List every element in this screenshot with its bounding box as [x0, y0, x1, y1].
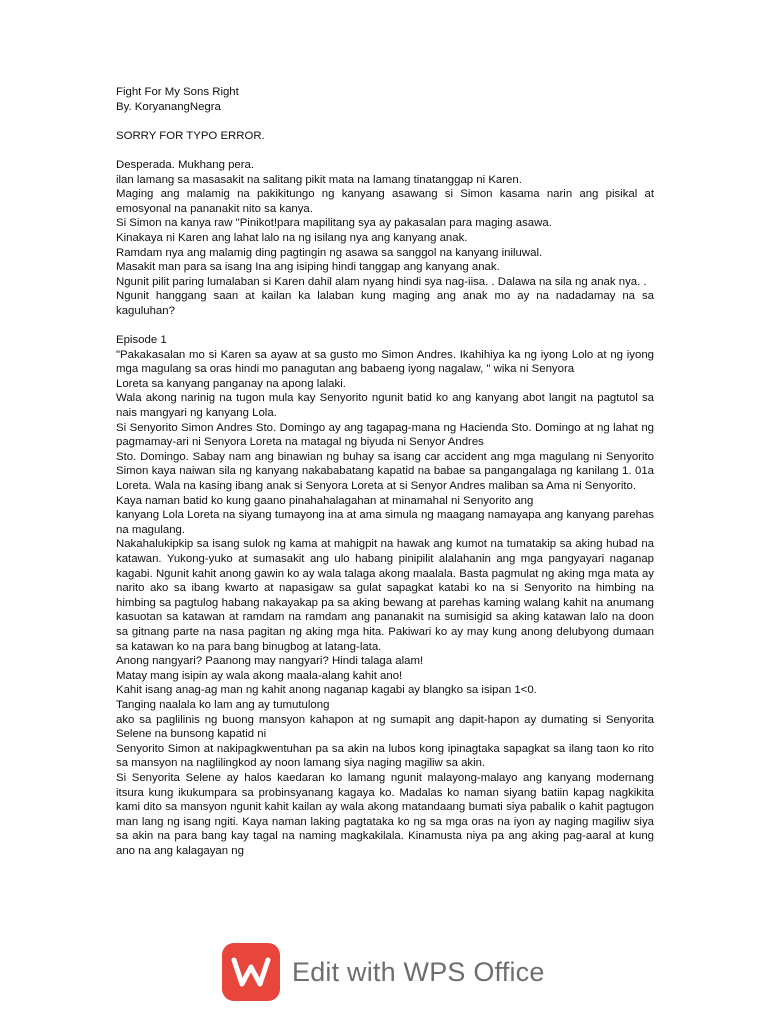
episode-paragraph: ako sa paglilinis ng buong mansyon kahapon at ng sumapit ang dapit-hapon ay dumating si Senyorita Selene na bunsong kapatid ni	[116, 713, 654, 741]
document-title: Fight For My Sons Right	[116, 86, 239, 98]
intro-paragraph: Desperada. Mukhang pera.	[116, 158, 255, 171]
episode-paragraph: Kahit isang anag-ag man ng kahit anong naganap kagabi ay blangko sa isipan 1<0.	[116, 684, 537, 697]
episode-paragraph: Anong nangyari? Paanong may nangyari? Hindi talaga alam!	[116, 655, 424, 668]
spacer	[116, 143, 654, 158]
episode-heading: Episode 1	[116, 334, 167, 347]
document-body	[116, 85, 654, 858]
episode-paragraph: Nakahalukipkip sa isang sulok ng kama at mahigpit na hawak ang kumot na tumatakip sa aking hubad na katawan. Yukong-yuko at sumasakit ang ulo habang pinipilit alalahanin ang mga pangyayari naganap kagabi. Ngunit kahit anong gawin ko ay wala talaga akong maalala. Basta pagmulat ng aking mga mata ay narito ako sa ibang kwarto at napasigaw sa gulat sapagkat katabi ko na si Senyorito na himbing na himbing sa pagtulog habang nakayakap pa sa aking bewang at parehas kaming walang kahit na anumang kasuotan sa katawan at ramdam na ramdam ang pananakit na sumisigid sa aking katawan lalo na doon sa gitnang parte na nasa pagitan ng aking mga hita. Pakiwari ko ay may kung anong delubyong dumaan sa katawan ko na para bang binugbog at latang-lata.	[116, 538, 654, 653]
episode-paragraph: Wala akong narinig na tugon mula kay Senyorito ngunit batid ko ang kanyang abot langit na pagtutol sa nais mangyari ng kanyang Lola.	[116, 392, 654, 420]
intro-paragraph: Kinakaya ni Karen ang lahat lalo na ng isilang nya ang kanyang anak.	[116, 231, 468, 244]
intro-paragraph: Ngunit pilit paring lumalaban si Karen dahil alam nyang hindi sya nag-iisa. . Dalawa na sila ng anak nya. .	[116, 275, 647, 288]
spacer	[116, 319, 654, 334]
wps-watermark[interactable]	[222, 942, 545, 1002]
wps-watermark-label: Edit with WPS Office	[292, 956, 545, 987]
spacer	[116, 114, 654, 129]
author-note: SORRY FOR TYPO ERROR.	[116, 129, 265, 142]
episode-paragraph: Matay mang isipin ay wala akong maala-alang kahit ano!	[116, 669, 403, 682]
intro-paragraph: Maging ang malamig na pakikitungo ng kanyang asawang si Simon kasama narin ang pisikal at emosyonal na pananakit nito sa kanya.	[116, 188, 654, 215]
intro-paragraph: Ramdam nya ang malamig ding pagtingin ng asawa sa sanggol na kanyang iniluwal.	[116, 246, 543, 259]
wps-logo-glyph	[231, 956, 271, 988]
episode-paragraph: kanyang Lola Loreta na siyang tumayong ina at ama simula ng maagang namayapa ang kanyang parehas na magulang.	[116, 509, 654, 536]
intro-paragraph: ilan lamang sa masasakit na salitang pikit mata na lamang tinatanggap ni Karen.	[116, 173, 522, 186]
intro-paragraph: Si Simon na kanya raw "Pinikot!para mapilitang sya ay pakasalan para maging asawa.	[116, 217, 552, 230]
episode-paragraph: Kaya naman batid ko kung gaano pinahahalagahan at minamahal ni Senyorito ang	[116, 494, 534, 507]
episode-paragraph: Tanging naalala ko lam ang ay tumutulong	[116, 698, 330, 711]
intro-paragraph: Ngunit hanggang saan at kailan ka lalaban kung maging ang anak mo ay na nadadamay na sa kaguluhan?	[116, 290, 654, 317]
episode-paragraph: Loreta sa kanyang panganay na apong lalaki.	[116, 377, 346, 390]
episode-paragraph: Sto. Domingo. Sabay nam ang binawian ng buhay sa isang car accident ang mga magulang ni Senyorito Simon kaya naiwan sila ng kanyang nakababatang kapatid na babae sa pangangalaga ng kanilang 1. 01a Loreta. Wala na kasing ibang anak si Senyora Loreta at si Senyor Andres maliban sa Ama ni Senyorito.	[116, 450, 654, 493]
episode-paragraph: "Pakakasalan mo si Karen sa ayaw at sa gusto mo Simon Andres. Ikahihiya ka ng iyong Lolo at ng iyong mga magulang sa oras hindi mo panagutan ang babaeng iyong nagalaw, " wika ni Senyora	[116, 348, 654, 376]
document-author: By. KoryanangNegra	[116, 100, 221, 113]
intro-paragraph: Masakit man para sa isang Ina ang isiping hindi tanggap ang kanyang anak.	[116, 261, 500, 274]
wps-logo-icon	[222, 943, 280, 1001]
episode-paragraph: Si Senyorita Selene ay halos kaedaran ko lamang ngunit malayong-malayo ang kanyang modernang itsura kung ikukumpara sa probinsyanang kagaya ko. Madalas ko naman siyang batiin kapag nagkikita kami dito sa mansyon ngunit kahit kailan ay wala akong matandaang bumati siya pabalik o kahit pagtugon man lang ng isang ngiti. Kaya naman laking pagtataka ko ng sa mga oras na iyon ay naging magiliw siya sa akin na para bang kay tagal na naming magkakilala. Kinamusta niya pa ang aking pag-aaral at kung ano na ang kalagayan ng	[116, 771, 654, 857]
episode-paragraph: Si Senyorito Simon Andres Sto. Domingo ay ang tagapag-mana ng Hacienda Sto. Domingo at ng lahat ng pagmamay-ari ni Senyora Loreta na matagal ng biyuda ni Senyor Andres	[116, 421, 654, 449]
episode-paragraph: Senyorito Simon at nakipagkwentuhan pa sa akin na lubos kong ipinagtaka sapagkat sa ilang taon ko rito sa mansyon na naglilingkod ay noon lamang siya naging magiliw sa akin.	[116, 742, 654, 770]
